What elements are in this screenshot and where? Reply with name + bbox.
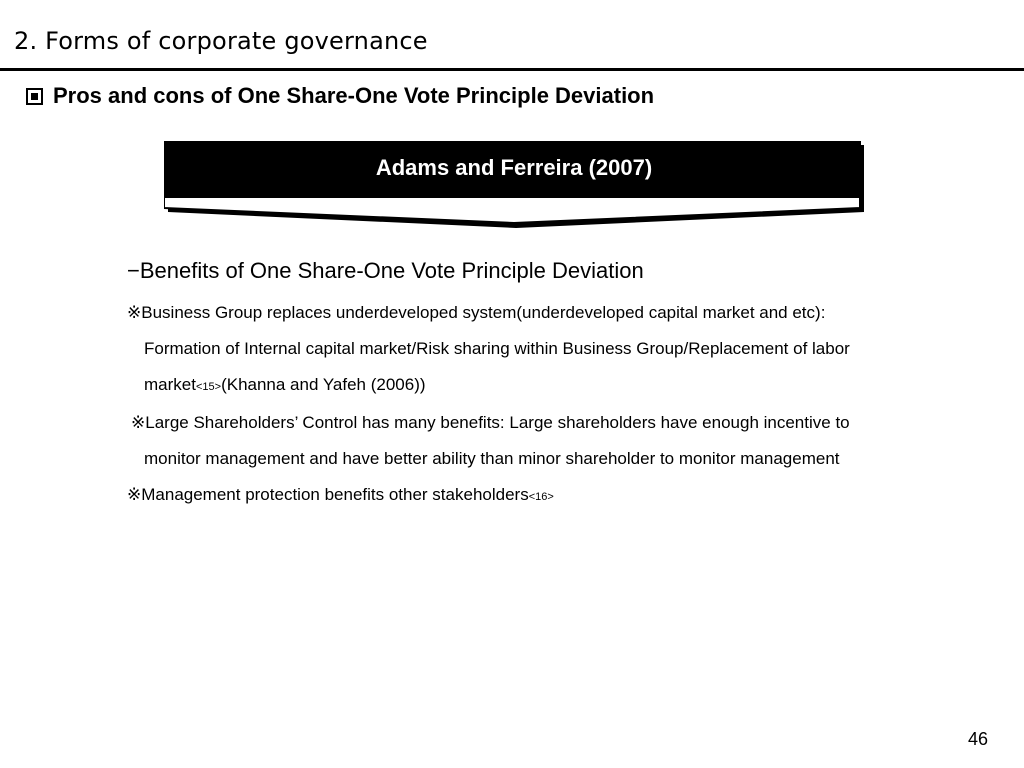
- body-line-3: [127, 367, 1007, 405]
- citation-banner: [164, 141, 864, 228]
- banner-label: Adams and Ferreira (2007): [375, 155, 653, 180]
- content-body: [127, 258, 1007, 515]
- body-line-3-citation: (Khanna and Yafeh (2006)): [221, 375, 426, 395]
- reference-marker-16: <16>: [528, 491, 554, 504]
- subtitle-text: Pros and cons of One Share-One Vote Principle Deviation: [53, 83, 655, 108]
- reference-marker-15: <15>: [195, 381, 222, 394]
- page-number: 46: [967, 729, 988, 749]
- title-divider: [0, 68, 1024, 71]
- body-line-6: [127, 477, 1007, 515]
- body-line-6-text: ※Management protection benefits other stakeholders: [127, 485, 529, 505]
- body-line-2: Formation of Internal capital market/Risk sharing within Business Group/Replacement of labor: [144, 339, 850, 359]
- body-line-3-text: market: [144, 375, 196, 395]
- slide-title: 2. Forms of corporate governance: [14, 27, 428, 55]
- square-bullet-icon: [26, 88, 43, 105]
- section-subtitle: [26, 83, 654, 109]
- benefits-heading: −Benefits of One Share-One Vote Principle Deviation: [127, 258, 644, 283]
- body-line-5: monitor management and have better ability than minor shareholder to monitor management: [144, 449, 840, 469]
- body-line-1: ※Business Group replaces underdeveloped system(underdeveloped capital market and etc):: [127, 303, 826, 323]
- body-line-4: ※Large Shareholders’ Control has many benefits: Large shareholders have enough incentive to: [131, 413, 850, 433]
